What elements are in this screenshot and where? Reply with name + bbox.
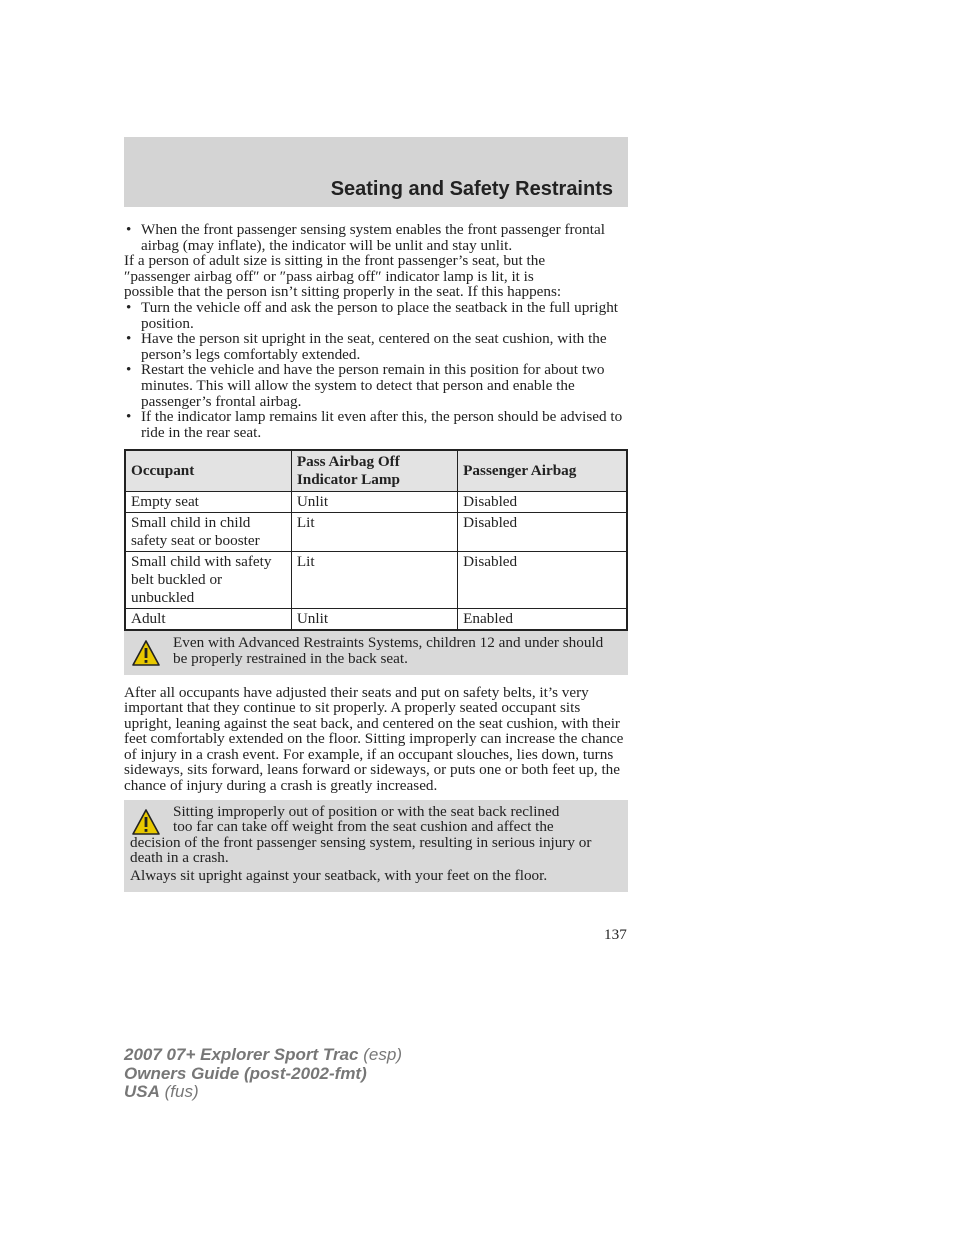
- warning-text: Always sit upright against your seatback, with your feet on the floor.: [130, 867, 548, 885]
- table-cell: Disabled: [458, 552, 627, 609]
- footer-market: USA: [124, 1082, 160, 1101]
- table-cell: Small child with safety belt buckled or unbuckled: [125, 552, 291, 609]
- paragraph: After all occupants have adjusted their seats and put on safety belts, it’s very important that they continue to sit properly. A properly seated occupant sits upright, leaning against the seat back, and centered on the seat cushion, with their feet comfortably extended on the floor. Sitting improperly can increase the chance of injury in a crash event. For example, if an occupant slouches, lies down, turns sideways, sits forward, leans forward or sideways, or puts one or both feet up, the chance of injury during a crash is greatly increased.: [124, 683, 624, 795]
- table-cell: Adult: [125, 609, 291, 631]
- table-row: [125, 513, 627, 552]
- table-row: [125, 609, 627, 631]
- bullet-dot: •: [126, 298, 132, 316]
- table-row: [125, 492, 627, 513]
- warning-triangle-icon: [131, 639, 161, 667]
- paragraph-line: possible that the person isn’t sitting properly in the seat. If this happens:: [124, 283, 562, 301]
- warning-box: [124, 631, 628, 674]
- table-row: [125, 552, 627, 609]
- bullet-item: [124, 409, 628, 440]
- warning-text-line: too far can take off weight from the seat cushion and affect the: [173, 818, 554, 836]
- occupant-airbag-table: [124, 449, 628, 631]
- bullet-item: [124, 222, 628, 253]
- bullet-dot: •: [126, 361, 132, 379]
- table-header-row: [125, 450, 627, 492]
- bullet-item: [124, 331, 628, 362]
- footer-vehicle: 2007 07+ Explorer Sport Trac: [124, 1045, 359, 1064]
- warning-text: Even with Advanced Restraints Systems, children 12 and under should be properly restrained in the back seat.: [173, 634, 604, 667]
- table-cell: Empty seat: [125, 492, 291, 513]
- table-cell: Unlit: [291, 492, 457, 513]
- table-cell: Small child in child safety seat or booster: [125, 513, 291, 552]
- table-header-cell: Pass Airbag Off Indicator Lamp: [291, 450, 457, 492]
- paragraph: [124, 253, 628, 300]
- bullet-text: Restart the vehicle and have the person remain in this position for about two minutes. This will allow the system to detect that person and enable the passenger’s frontal airbag.: [141, 361, 605, 410]
- table-cell: Unlit: [291, 609, 457, 631]
- page-number: 137: [604, 926, 627, 943]
- page-content: [124, 222, 628, 892]
- table-cell: Lit: [291, 513, 457, 552]
- table-header-cell: Passenger Airbag: [458, 450, 627, 492]
- warning-box: [124, 800, 628, 892]
- bullet-item: [124, 300, 628, 331]
- section-title: Seating and Safety Restraints: [330, 178, 613, 200]
- warning-triangle-icon: [131, 808, 161, 836]
- footer-line: [124, 1083, 402, 1102]
- paragraph-line: If a person of adult size is sitting in the front passenger’s seat, but the: [124, 252, 546, 270]
- bullet-dot: •: [126, 408, 132, 426]
- bullet-text: If the indicator lamp remains lit even after this, the person should be advised to ride in the rear seat.: [141, 408, 623, 441]
- bullet-text: Turn the vehicle off and ask the person to place the seatback in the full upright position.: [141, 298, 619, 332]
- warning-text-line: Sitting improperly out of position or with the seat back reclined: [173, 802, 560, 820]
- warning-text: decision of the front passenger sensing system, resulting in serious injury or death in a crash.: [130, 833, 592, 867]
- footer-line: [124, 1065, 402, 1084]
- footer-code: (fus): [164, 1082, 199, 1101]
- section-header-band: [124, 137, 628, 207]
- table-cell: Disabled: [458, 492, 627, 513]
- bullet-item: [124, 362, 628, 409]
- table-cell: Disabled: [458, 513, 627, 552]
- table-cell: Enabled: [458, 609, 627, 631]
- paragraph-line: ″passenger airbag off″ or ″pass airbag off″ indicator lamp is lit, it is: [124, 267, 534, 285]
- bullet-dot: •: [126, 221, 132, 238]
- table-cell: Lit: [291, 552, 457, 609]
- bullet-text: When the front passenger sensing system enables the front passenger frontal airbag (may inflate), the indicator will be unlit and stay unlit.: [141, 221, 605, 254]
- footer-line: [124, 1046, 402, 1065]
- table-header-cell: Occupant: [125, 450, 291, 492]
- bullet-dot: •: [126, 330, 132, 348]
- document-footer: [124, 1046, 402, 1102]
- bullet-text: Have the person sit upright in the seat, centered on the seat cushion, with the person’s legs comfortably extended.: [141, 330, 607, 363]
- footer-guide: Owners Guide (post-2002-fmt): [124, 1063, 367, 1083]
- footer-code: (esp): [363, 1045, 402, 1064]
